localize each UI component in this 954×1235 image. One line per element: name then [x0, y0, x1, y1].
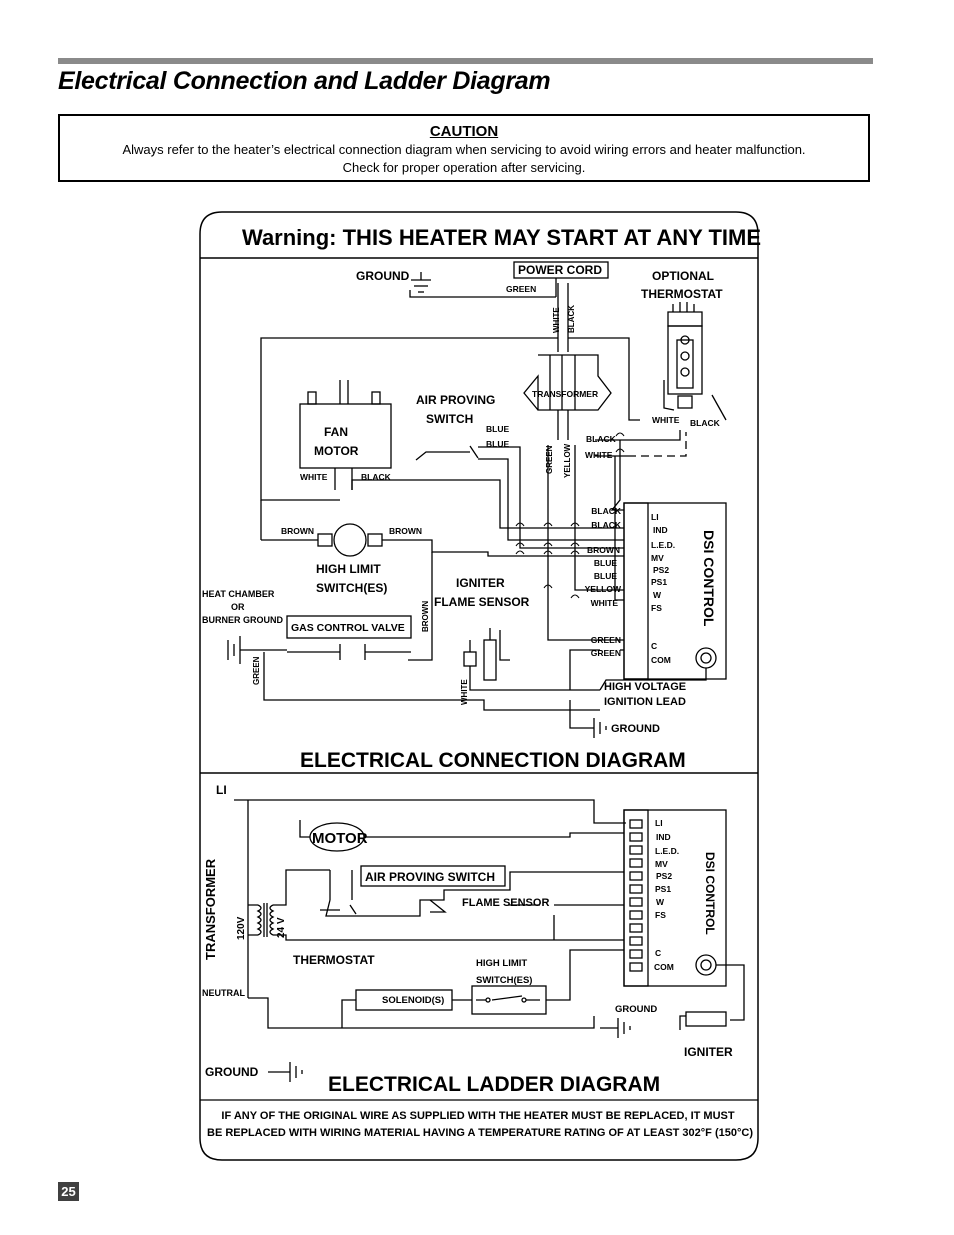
label-therm-black: BLACK — [690, 418, 720, 428]
ladder-flame-sensor: FLAME SENSOR — [462, 897, 550, 909]
ladder-terminal-label: FS — [655, 910, 666, 920]
ladder-terminal-label: IND — [656, 832, 671, 842]
wire-color: BLACK — [591, 520, 621, 530]
footer-note-line-2: BE REPLACED WITH WIRING MATERIAL HAVING A TEMPERATURE RATING OF AT LEAST 302°F (150°C) — [207, 1127, 753, 1139]
wire-color: WHITE — [590, 598, 618, 608]
label-heat-chamber-1: HEAT CHAMBER — [202, 589, 275, 599]
transformer-symbol — [524, 355, 611, 410]
ladder-ground-left: GROUND — [205, 1065, 259, 1079]
wire-color: YELLOW — [584, 584, 621, 594]
li-rail-top — [234, 800, 626, 823]
label-green-v: GREEN — [545, 445, 554, 474]
wire-color: BLACK — [591, 506, 621, 516]
label-air-proving-2: SWITCH — [426, 412, 474, 426]
label-blue-2: BLUE — [486, 439, 510, 449]
terminal-label: L.E.D. — [651, 540, 676, 550]
ground-symbol-ladder-right — [618, 1018, 630, 1038]
ground-symbol-chamber — [228, 636, 240, 664]
flame-sensor-wire — [554, 905, 624, 940]
ladder-li: LI — [216, 783, 227, 797]
ladder-ground-right: GROUND — [615, 1004, 658, 1015]
ladder-igniter-label: IGNITER — [684, 1045, 733, 1059]
label-white-v: WHITE — [552, 307, 561, 333]
label-transformer: TRANSFORMER — [532, 389, 599, 399]
page-number: 25 — [58, 1182, 79, 1201]
label-heat-chamber-3: BURNER GROUND — [202, 615, 283, 625]
yellow-wire — [575, 445, 624, 590]
ladder-igniter — [686, 1012, 726, 1026]
ladder-motor-label: MOTOR — [312, 830, 368, 847]
green-ground-wire-2 — [264, 652, 600, 710]
ladder-thermostat: THERMOSTAT — [293, 953, 375, 967]
label-white-r: WHITE — [585, 450, 613, 460]
wire-color: BLUE — [593, 571, 617, 581]
ladder-neutral: NEUTRAL — [202, 988, 245, 998]
transformer-coil-primary — [258, 905, 261, 935]
terminal-label: FS — [651, 603, 662, 613]
ladder-high-limit-1: HIGH LIMIT — [476, 958, 528, 969]
ladder-terminal-label: C — [655, 948, 662, 958]
label-igniter-2: FLAME SENSOR — [434, 595, 530, 609]
green-wire — [548, 445, 624, 640]
ladder-terminal-label: PS1 — [655, 884, 672, 894]
ladder-diagram-title: ELECTRICAL LADDER DIAGRAM — [328, 1073, 661, 1096]
label-black-v: BLACK — [567, 305, 576, 333]
air-proving-switch — [416, 446, 478, 460]
connection-diagram-title: ELECTRICAL CONNECTION DIAGRAM — [300, 749, 686, 772]
terminal-label: MV — [651, 553, 664, 563]
caution-line-1: Always refer to the heater’s electrical connection diagram when servicing to avoid wiring errors and heater malfunction. — [122, 142, 806, 157]
wire-color: GREEN — [590, 648, 621, 658]
label-white-ign: WHITE — [460, 679, 469, 705]
warning-text: Warning: THIS HEATER MAY START AT ANY TIME — [242, 225, 762, 250]
label-black-r: BLACK — [586, 434, 616, 444]
terminal-label: LI — [651, 512, 659, 522]
label-heat-chamber-2: OR — [231, 602, 245, 612]
ladder-terminal-label: L.E.D. — [655, 846, 680, 856]
thermostat-dashed-wire — [628, 432, 686, 456]
wire-color: BLUE — [593, 558, 617, 568]
label-dsi-control-top: DSI CONTROL — [701, 530, 717, 627]
ladder-24v: 24 V — [276, 917, 287, 938]
label-igniter-1: IGNITER — [456, 576, 505, 590]
ground-symbol-top — [411, 272, 431, 292]
ladder-high-limit-2: SWITCH(ES) — [476, 975, 533, 986]
label-therm-white: WHITE — [652, 415, 680, 425]
label-blue-1: BLUE — [486, 424, 510, 434]
label-brown-r: BROWN — [389, 526, 423, 536]
label-brown-v: BROWN — [421, 600, 430, 632]
label-fan-black: BLACK — [361, 472, 391, 482]
label-optional: OPTIONAL — [652, 269, 714, 283]
high-limit-switch — [334, 524, 366, 556]
label-ground-bottom: GROUND — [611, 723, 660, 735]
terminal-label: PS2 — [653, 565, 670, 575]
ladder-terminal-label: PS2 — [656, 871, 673, 881]
label-motor: MOTOR — [314, 444, 359, 458]
label-fan: FAN — [324, 425, 348, 439]
label-ground-top: GROUND — [356, 269, 410, 283]
ladder-terminal-label: COM — [654, 962, 674, 972]
terminal-label: IND — [653, 525, 668, 535]
ladder-solenoids: SOLENOID(S) — [382, 995, 445, 1006]
caution-heading: CAUTION — [429, 123, 499, 140]
ground-symbol-ladder-left — [290, 1062, 302, 1082]
page-title: Electrical Connection and Ladder Diagram — [58, 67, 551, 95]
label-power-cord: POWER CORD — [518, 263, 602, 277]
igniter-symbol — [464, 652, 476, 666]
thermostat-feed — [568, 338, 640, 420]
transformer-coil-secondary — [270, 905, 273, 935]
terminal-label: COM — [651, 655, 671, 665]
label-hv-lead-1: HIGH VOLTAGE — [604, 681, 687, 693]
terminal-label: PS1 — [651, 577, 668, 587]
label-green-top: GREEN — [506, 284, 537, 294]
label-high-limit-1: HIGH LIMIT — [316, 562, 381, 576]
ladder-terminal-label: MV — [655, 859, 668, 869]
label-brown-l: BROWN — [281, 526, 315, 536]
label-gas-control-valve: GAS CONTROL VALVE — [291, 622, 405, 634]
terminal-label: W — [653, 590, 662, 600]
label-air-proving-1: AIR PROVING — [416, 393, 496, 407]
label-fan-white: WHITE — [300, 472, 328, 482]
label-yellow-v: YELLOW — [563, 443, 572, 478]
ladder-transformer: TRANSFORMER — [203, 858, 218, 960]
ladder-120v: 120V — [236, 916, 247, 940]
ladder-terminal-label: LI — [655, 818, 663, 828]
label-green-gnd: GREEN — [252, 656, 261, 685]
footer-note-line-1: IF ANY OF THE ORIGINAL WIRE AS SUPPLIED WITH THE HEATER MUST BE REPLACED, IT MUST — [221, 1110, 735, 1122]
label-high-limit-2: SWITCH(ES) — [316, 581, 388, 595]
wire-color: GREEN — [590, 635, 621, 645]
label-thermostat: THERMOSTAT — [641, 287, 723, 301]
ladder-air-proving: AIR PROVING SWITCH — [365, 870, 496, 884]
label-hv-lead-2: IGNITION LEAD — [604, 696, 686, 708]
ladder-terminal-label: W — [656, 897, 665, 907]
terminal-label: C — [651, 641, 658, 651]
caution-line-2: Check for proper operation after servicing. — [342, 160, 586, 175]
ladder-dsi-control: DSI CONTROL — [703, 852, 717, 935]
fan-black-wire — [352, 480, 624, 528]
wire-color: BROWN — [586, 545, 620, 555]
ground-symbol-bottom — [594, 718, 606, 738]
